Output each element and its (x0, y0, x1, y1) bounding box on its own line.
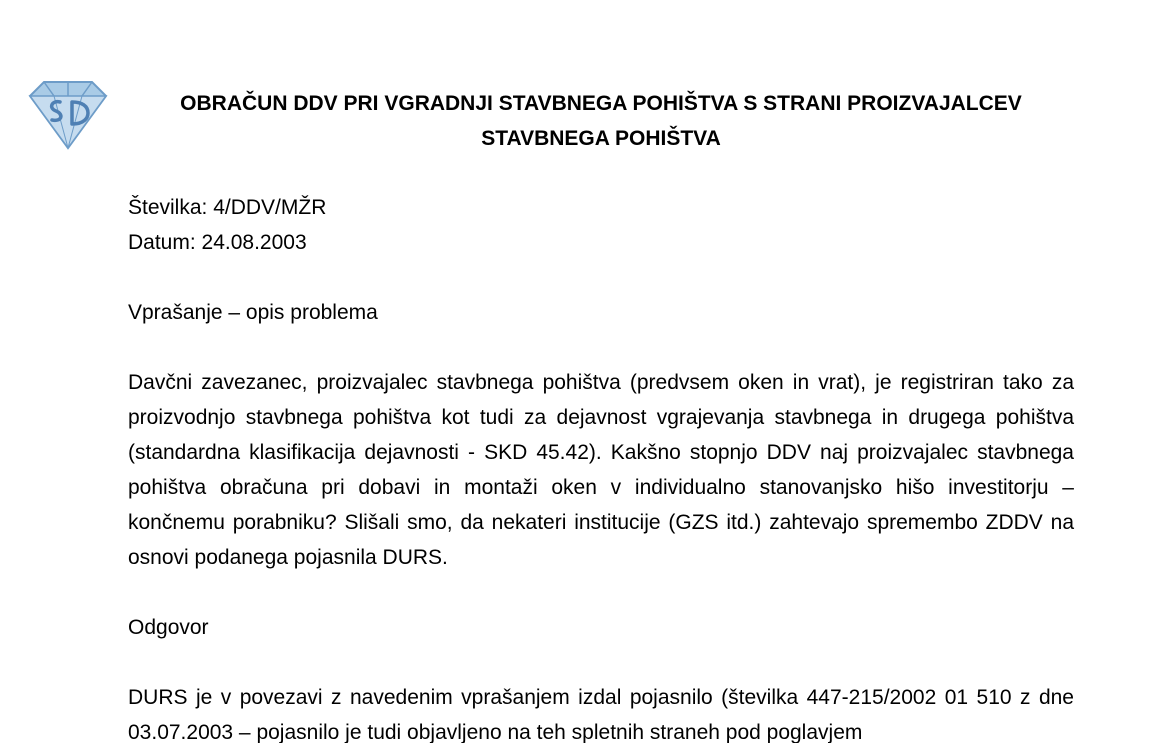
document-title: OBRAČUN DDV PRI VGRADNJI STAVBNEGA POHIŠTVA S STRANI PROIZVAJALCEV STAVBNEGA POHIŠTVA (180, 92, 1022, 150)
document-date: Datum: 24.08.2003 (128, 231, 307, 254)
question-heading: Vprašanje – opis problema (128, 301, 378, 324)
document-number: Številka: 4/DDV/MŽR (128, 196, 327, 219)
diamond-logo-icon (26, 78, 110, 150)
answer-heading: Odgovor (128, 616, 209, 639)
question-text: Davčni zavezanec, proizvajalec stavbnega pohištva (predvsem oken in vrat), je registriran tako za proizvodnjo stavbnega pohištva kot tudi za dejavnost vgrajevanja stavbnega in drugega pohištva (standardna klasifikacija dejavnosti - SKD 45.42). Kakšno stopnjo DDV naj proizvajalec stavbnega pohištva obračuna pri dobavi in montaži oken v individualno stanovanjsko hišo investitorju – končnemu porabniku? Slišali smo, da nekateri institucije (GZS itd.) zahtevajo spremembo ZDDV na osnovi podanega pojasnila DURS. (128, 371, 1074, 569)
answer-text: DURS je v povezavi z navedenim vprašanjem izdal pojasnilo (številka 447-215/2002 01 510 z dne 03.07.2003 – pojasnilo je tudi objavljeno na teh spletnih straneh pod poglavjem (128, 686, 1074, 743)
